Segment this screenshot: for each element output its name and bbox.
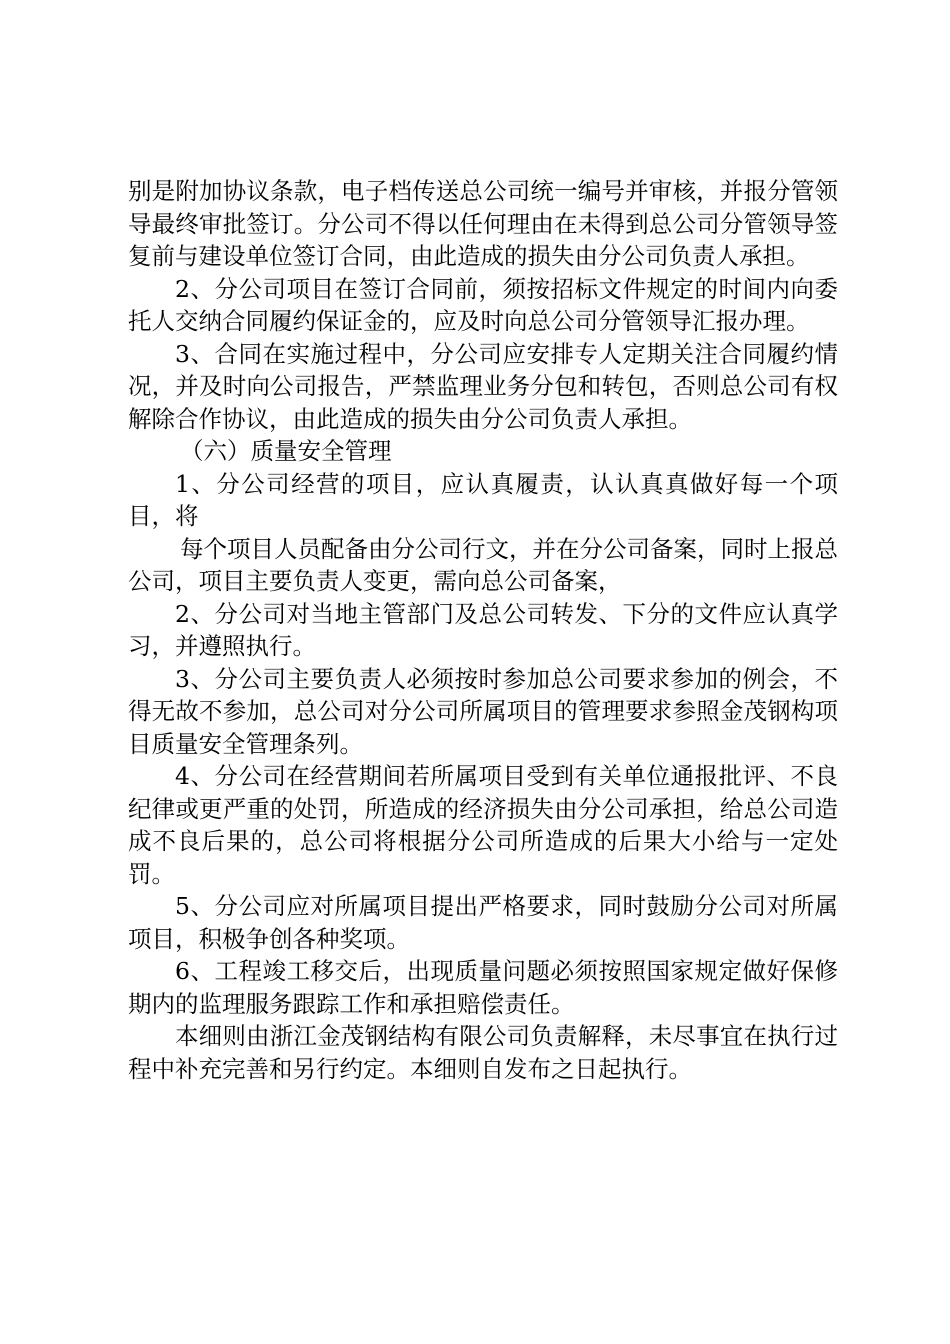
paragraph-item-2-study-documents: 2、分公司对当地主管部门及总公司转发、下分的文件应认真学习，并遵照执行。 <box>128 599 838 660</box>
paragraph-closing-statement: 本细则由浙江金茂钢结构有限公司负责解释，未尽事宜在执行过程中补充完善和另行约定。本细则自发布之日起执行。 <box>128 1022 838 1083</box>
document-body <box>128 175 838 1085</box>
paragraph-item-5-awards: 5、分公司应对所属项目提出严格要求，同时鼓励分公司对所属项目，积极争创各种奖项。 <box>128 892 838 953</box>
paragraph-item-6-warranty: 6、工程竣工移交后，出现质量问题必须按照国家规定做好保修期内的监理服务跟踪工作和承担赔偿责任。 <box>128 957 838 1018</box>
paragraph-contract-approval: 别是附加协议条款，电子档传送总公司统一编号并审核，并报分管领导最终审批签订。分公司不得以任何理由在未得到总公司分管领导签复前与建设单位签订合同，由此造成的损失由分公司负责人承担。 <box>128 177 838 270</box>
paragraph-item-1-project-duty: 1、分公司经营的项目，应认真履责，认认真真做好每一个项目，将 <box>128 469 838 530</box>
paragraph-item-3-contract-execution: 3、合同在实施过程中，分公司应安排专人定期关注合同履约情况，并及时向公司报告，严禁监理业务分包和转包，否则总公司有权解除合作协议，由此造成的损失由分公司负责人承担。 <box>128 339 838 433</box>
paragraph-item-2-deposit: 2、分公司项目在签订合同前，须按招标文件规定的时间内向委托人交纳合同履约保证金的，应及时向总公司分管领导汇报办理。 <box>128 274 838 335</box>
paragraph-item-3-meetings: 3、分公司主要负责人必须按时参加总公司要求参加的例会，不得无故不参加，总公司对分公司所属项目的管理要求参照金茂钢构项目质量安全管理条列。 <box>128 664 838 758</box>
section-heading-quality-safety: （六）质量安全管理 <box>180 437 392 465</box>
paragraph-staffing-filing: 每个项目人员配备由分公司行文，并在分公司备案，同时上报总公司，项目主要负责人变更，需向总公司备案， <box>128 534 838 595</box>
paragraph-item-4-penalties: 4、分公司在经营期间若所属项目受到有关单位通报批评、不良纪律或更严重的处罚，所造成的经济损失由分公司承担，给总公司造成不良后果的，总公司将根据分公司所造成的后果大小给与一定处罚。 <box>128 762 838 888</box>
